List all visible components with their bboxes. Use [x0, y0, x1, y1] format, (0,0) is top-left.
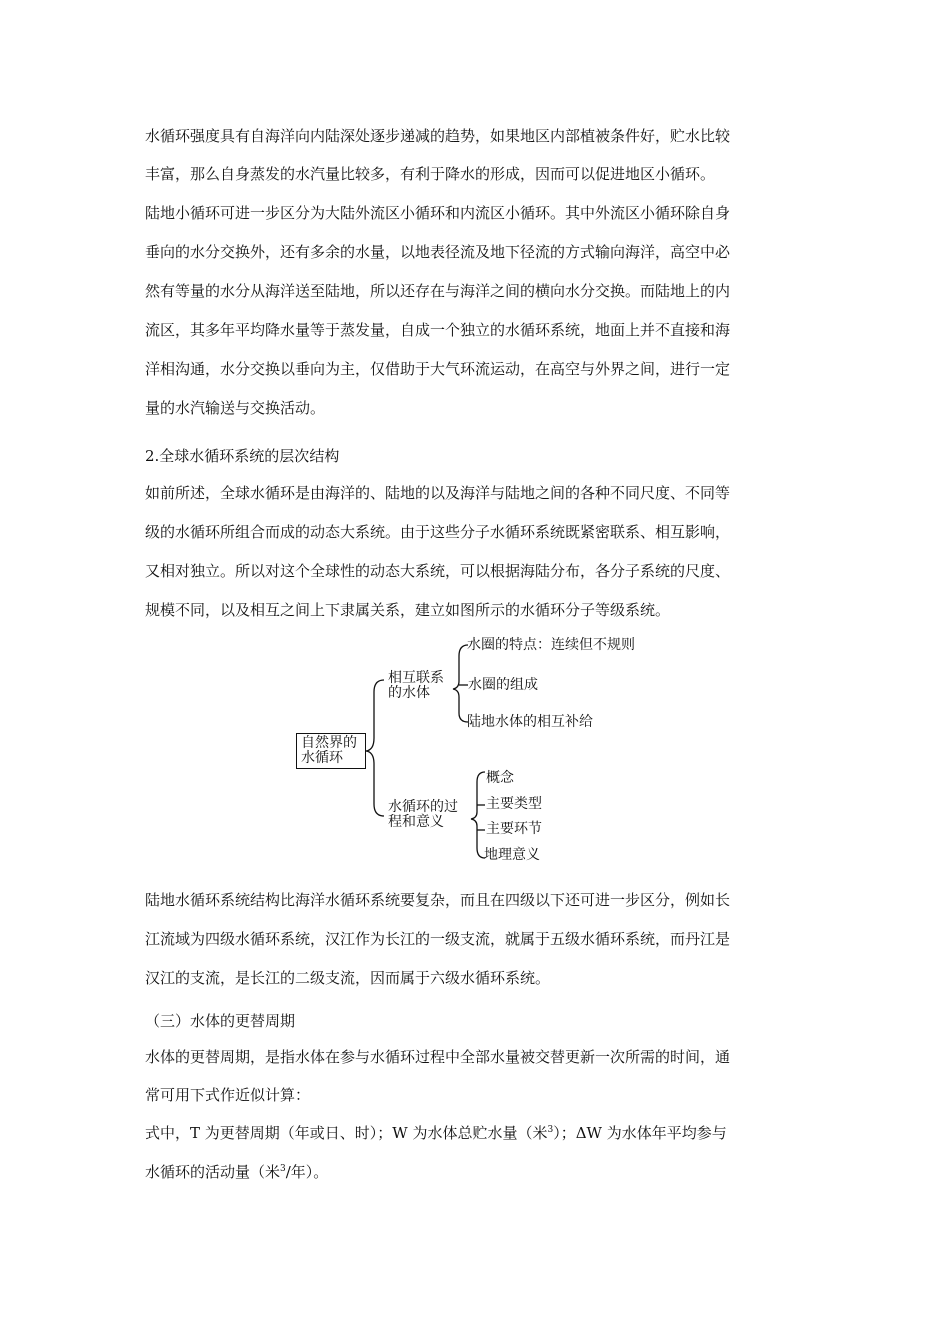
paragraph-line: 洋相沟通，水分交换以垂向为主，仅借助于大气环流运动，在高空与外界之间，进行一定: [145, 360, 731, 378]
formula-text: ）；ΔW 为水体年平均参与: [553, 1124, 727, 1142]
leaf-node: 地理意义: [484, 847, 540, 863]
formula-text: /年）。: [285, 1163, 329, 1181]
paragraph-5: [145, 1047, 810, 1105]
leaf-node: 概念: [486, 770, 514, 786]
paragraph-line: 如前所述，全球水循环是由海洋的、陆地的以及海洋与陆地之间的各种不同尺度、不同等: [145, 484, 731, 502]
branch-line: 的水体: [388, 685, 430, 701]
superscript: 3: [547, 1125, 554, 1135]
superscript: 3: [280, 1164, 286, 1174]
branch-line: 程和意义: [388, 814, 444, 830]
root-line: 自然界的: [301, 735, 357, 751]
paragraph-3: [145, 483, 810, 620]
paragraph-2: [145, 203, 810, 418]
branch-line: 水循环的过: [388, 799, 458, 815]
paragraph-line: 江流域为四级水循环系统，汉江作为长江的一级支流，就属于五级水循环系统，而丹江是: [145, 930, 731, 948]
paragraph-line: 规模不同，以及相互之间上下隶属关系，建立如图所示的水循环分子等级系统。: [145, 601, 671, 619]
heading-text: （三）水体的更替周期: [145, 1012, 296, 1030]
formula-text: 水循环的活动量（米: [145, 1163, 281, 1181]
paragraph-line: 陆地水循环系统结构比海洋水循环系统要复杂，而且在四级以下还可进一步区分，例如长: [145, 891, 731, 909]
section-heading-2: [145, 446, 810, 466]
branch-node-connected-water: [388, 671, 444, 701]
formula-text: 式中，T 为更替周期（年或日、时）；W 为水体总贮水量（米: [145, 1124, 548, 1142]
paragraph-6: [145, 1123, 810, 1182]
diagram-root-node: [296, 733, 366, 769]
heading-text: 2.全球水循环系统的层次结构: [145, 447, 340, 465]
paragraph-line: 陆地小循环可进一步区分为大陆外流区小循环和内流区小循环。其中外流区小循环除自身: [145, 204, 731, 222]
paragraph-1: [145, 126, 810, 184]
paragraph-line: [145, 1123, 810, 1162]
leaf-node: 主要类型: [486, 796, 542, 812]
branch-node-cycle-process: [388, 800, 458, 830]
leaf-node: 水圈的特点：连续但不规则: [467, 637, 635, 653]
branch-line: 相互联系: [388, 670, 444, 686]
paragraph-4: [145, 890, 810, 988]
paragraph-line: 汉江的支流，是长江的二级支流，因而属于六级水循环系统。: [145, 969, 551, 987]
root-line: 水循环: [301, 750, 343, 766]
paragraph-line: 流区，其多年平均降水量等于蒸发量，自成一个独立的水循环系统，地面上并不直接和海: [145, 321, 731, 339]
paragraph-line: 丰富，那么自身蒸发的水汽量比较多，有利于降水的形成，因而可以促进地区小循环。: [145, 165, 716, 183]
paragraph-line: 垂向的水分交换外，还有多余的水量，以地表径流及地下径流的方式输向海洋，高空中必: [145, 243, 731, 261]
paragraph-line: 水体的更替周期，是指水体在参与水循环过程中全部水量被交替更新一次所需的时间，通: [145, 1048, 731, 1066]
paragraph-line: 常可用下式作近似计算：: [145, 1086, 311, 1104]
leaf-node: 水圈的组成: [468, 677, 538, 693]
section-heading-3: [145, 1011, 810, 1031]
paragraph-line: 然有等量的水分从海洋送至陆地，所以还存在与海洋之间的横向水分交换。而陆地上的内: [145, 282, 731, 300]
leaf-node: 主要环节: [486, 821, 542, 837]
paragraph-line: 级的水循环所组合而成的动态大系统。由于这些分子水循环系统既紧密联系、相互影响，: [145, 523, 731, 541]
leaf-node: 陆地水体的相互补给: [467, 714, 593, 730]
paragraph-line: [145, 1162, 810, 1182]
paragraph-line: 水循环强度具有自海洋向内陆深处逐步递减的趋势，如果地区内部植被条件好，贮水比较: [145, 127, 731, 145]
paragraph-line: 量的水汽输送与交换活动。: [145, 399, 326, 417]
paragraph-line: 又相对独立。所以对这个全球性的动态大系统，可以根据海陆分布，各分子系统的尺度、: [145, 562, 731, 580]
